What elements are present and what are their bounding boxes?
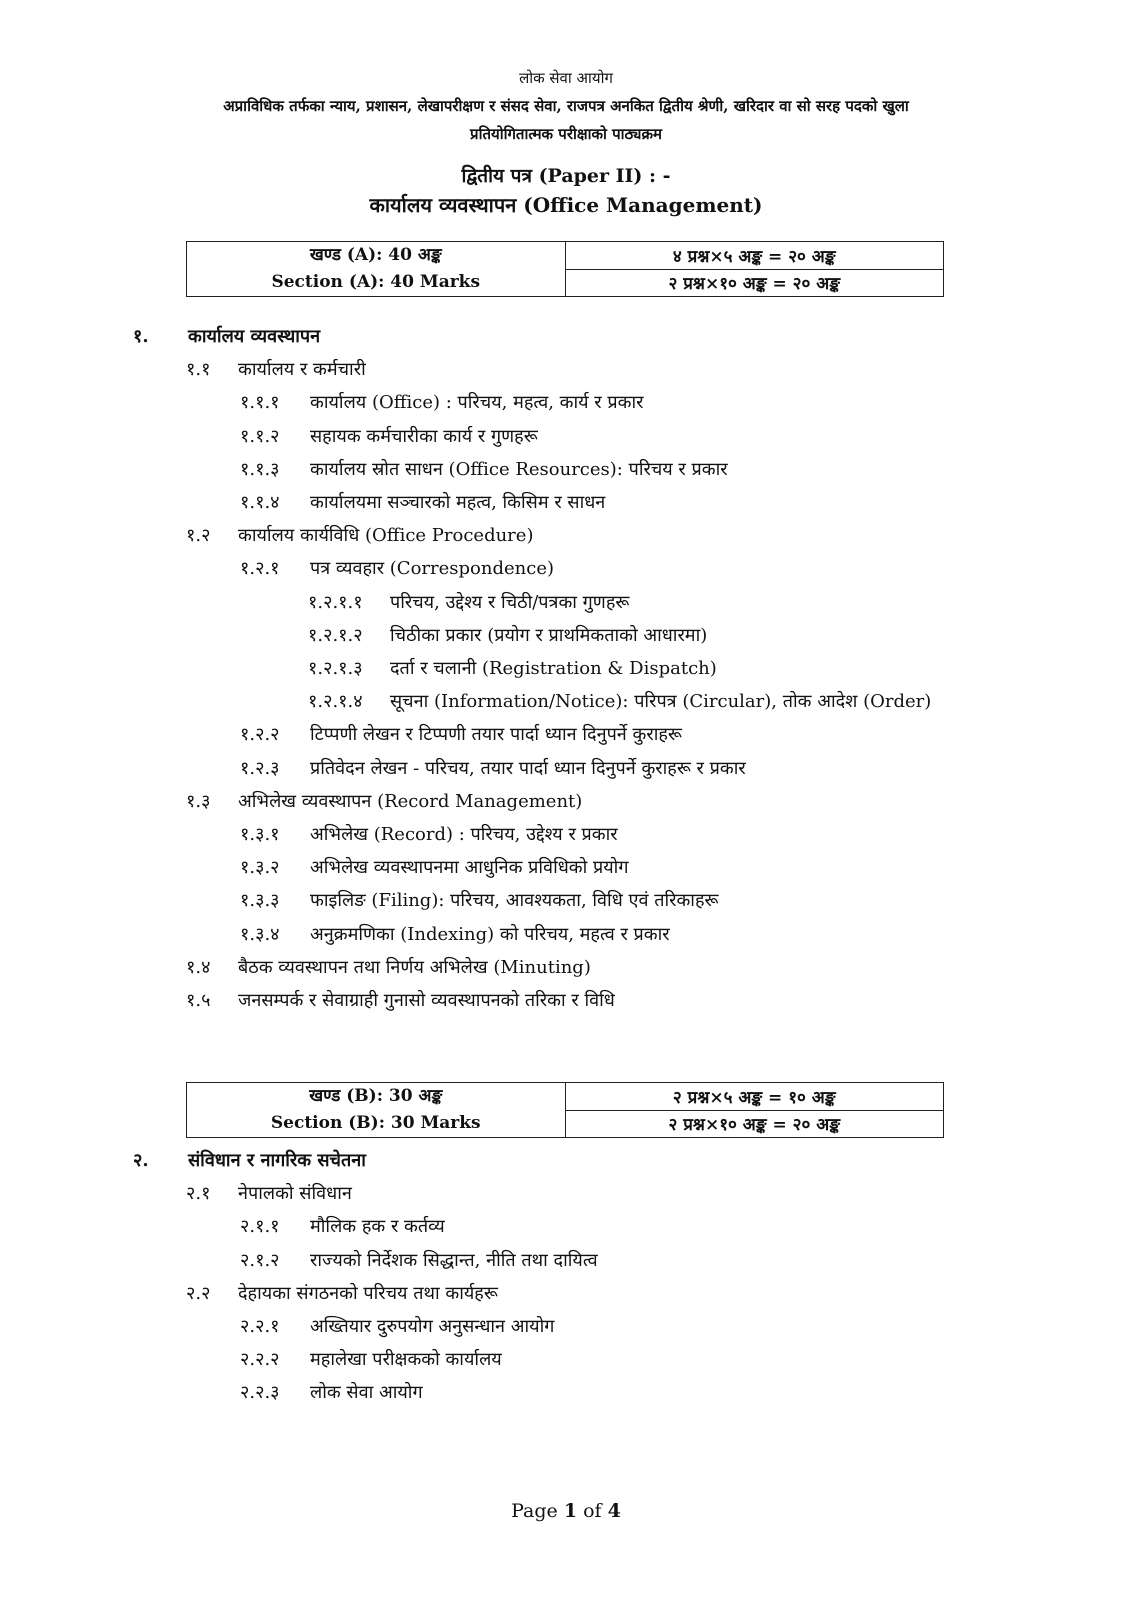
outline-item-text: सूचना (Information/Notice): परिपत्र (Circular), तोक आदेश (Order) — [390, 691, 932, 713]
outline-item-text: चिठीका प्रकार (प्रयोग र प्राथमिकताको आधारमा) — [390, 624, 708, 646]
outline-item-text: कार्यालयमा सञ्चारको महत्व, किसिम र साधन — [310, 492, 606, 513]
outline-item-text: कार्यालय र कर्मचारी — [238, 359, 366, 381]
subject-title: कार्यालय व्यवस्थापन (Office Management) — [369, 193, 763, 217]
outline-item-text: फाइलिङ (Filing): परिचय, आवश्यकता, विधि एवं तरिकाहरू — [310, 890, 719, 912]
page-sep: of — [583, 1500, 602, 1522]
section-a-marks-table — [186, 241, 944, 297]
outline-number: १.२.३ — [240, 757, 280, 779]
outline-item-text: महालेखा परीक्षकको कार्यालय — [310, 1349, 502, 1371]
section-b-title-np: खण्ड (B): 30 अङ्क — [309, 1086, 443, 1106]
outline-number: २.२.३ — [240, 1382, 280, 1404]
outline-item-text: पत्र व्यवहार (Correspondence) — [310, 558, 554, 580]
outline-item-text: अभिलेख (Record) : परिचय, उद्देश्य र प्रकार — [310, 824, 618, 845]
commission-name: लोक सेवा आयोग — [519, 69, 613, 87]
outline-item-text: कार्यालय स्रोत साधन (Office Resources): परिचय र प्रकार — [310, 458, 728, 480]
outline-item-text: संविधान र नागरिक सचेतना — [188, 1150, 366, 1171]
section-a-title-np: खण्ड (A): 40 अङ्क — [309, 245, 442, 265]
outline-item-text: टिप्पणी लेखन र टिप्पणी तयार पार्दा ध्यान दिनुपर्ने कुराहरू — [310, 724, 682, 746]
outline-number: २.१ — [186, 1183, 211, 1205]
outline-number: १.४ — [186, 956, 211, 978]
outline-number: १.१.४ — [240, 492, 280, 513]
outline-item-text: कार्यालय व्यवस्थापन — [188, 326, 321, 347]
page-total: 4 — [607, 1500, 621, 1522]
syllabus-subtitle: अप्राविधिक तर्फका न्याय, प्रशासन, लेखापरीक्षण र संसद सेवा, राजपत्र अनकित द्वितीय श्रेणी, खरिदार वा सो सरह पदको खुला — [223, 97, 909, 115]
outline-item-text: नेपालको संविधान — [238, 1183, 352, 1205]
outline-item-text: प्रतिवेदन लेखन - परिचय, तयार पार्दा ध्यान दिनुपर्ने कुराहरू र प्रकार — [310, 757, 746, 779]
outline-number: १. — [133, 326, 149, 347]
outline-item-text: जनसम्पर्क र सेवाग्राही गुनासो व्यवस्थापनको तरिका र विधि — [238, 990, 615, 1011]
outline-item-text: बैठक व्यवस्थापन तथा निर्णय अभिलेख (Minuting) — [238, 956, 591, 978]
outline-number: १.२.१.३ — [308, 658, 363, 679]
outline-item-text: कार्यालय कार्यविधि (Office Procedure) — [238, 525, 534, 547]
outline-number: २.२.२ — [240, 1349, 280, 1371]
section-a-title-cell — [187, 242, 566, 297]
page-prefix: Page — [511, 1500, 558, 1522]
section-b-title-en: Section (B): 30 Marks — [270, 1113, 481, 1133]
outline-item-text: परिचय, उद्देश्य र चिठी/पत्रका गुणहरू — [390, 591, 630, 613]
section-b-row1: २ प्रश्न×५ अङ्क = १० अङ्क — [565, 1083, 944, 1111]
section-b-row2: २ प्रश्न×१० अङ्क = २० अङ्क — [565, 1110, 944, 1138]
outline-number: १.३.२ — [240, 857, 280, 879]
outline-number: २. — [133, 1150, 149, 1171]
section-a-row1: ४ प्रश्न×५ अङ्क = २० अङ्क — [565, 242, 944, 270]
outline-number: १.२.१.४ — [308, 691, 363, 713]
outline-number: १.३ — [186, 790, 211, 812]
outline-item-text: मौलिक हक र कर्तव्य — [310, 1216, 445, 1238]
outline-number: १.१.३ — [240, 458, 280, 480]
outline-number: २.२.१ — [240, 1316, 280, 1337]
section-a-title-en: Section (A): 40 Marks — [271, 272, 481, 292]
section-a-row2: २ प्रश्न×१० अङ्क = २० अङ्क — [565, 269, 944, 297]
exam-title: प्रतियोगितात्मक परीक्षाको पाठ्यक्रम — [470, 125, 662, 143]
outline-item-text: अनुक्रमणिका (Indexing) को परिचय, महत्व र प्रकार — [310, 923, 670, 945]
outline-number: १.३.३ — [240, 890, 280, 912]
outline-item-text: सहायक कर्मचारीका कार्य र गुणहरू — [310, 425, 538, 447]
outline-number: १.२.१ — [240, 558, 280, 580]
outline-number: १.३.१ — [240, 824, 280, 845]
outline-item-text: अभिलेख व्यवस्थापन (Record Management) — [238, 790, 583, 812]
outline-number: २.१.२ — [240, 1249, 280, 1271]
section-b-marks-table — [186, 1082, 944, 1138]
outline-number: १.२ — [186, 525, 211, 547]
outline-number: २.२ — [186, 1282, 211, 1304]
outline-number: १.५ — [186, 990, 211, 1011]
outline-item-text: कार्यालय (Office) : परिचय, महत्व, कार्य र प्रकार — [310, 392, 644, 414]
outline-number: १.१ — [186, 359, 211, 381]
outline-number: १.२.१.१ — [308, 591, 363, 613]
outline-item-text: राज्यको निर्देशक सिद्धान्त, नीति तथा दायित्व — [310, 1249, 598, 1271]
section-b-title-cell — [187, 1083, 566, 1138]
outline-number: १.१.२ — [240, 425, 280, 447]
outline-number: २.१.१ — [240, 1216, 280, 1238]
outline-number: १.२.१.२ — [308, 624, 363, 646]
outline-item-text: दर्ता र चलानी (Registration & Dispatch) — [390, 658, 717, 679]
outline-item-text: लोक सेवा आयोग — [310, 1382, 423, 1404]
outline-number: १.३.४ — [240, 923, 280, 945]
outline-item-text: अभिलेख व्यवस्थापनमा आधुनिक प्रविधिको प्रयोग — [310, 857, 629, 879]
outline-item-text: अख्तियार दुरुपयोग अनुसन्धान आयोग — [310, 1316, 555, 1337]
page-footer — [0, 1500, 1132, 1522]
outline-item-text: देहायका संगठनको परिचय तथा कार्यहरू — [238, 1282, 498, 1304]
page-current: 1 — [563, 1500, 578, 1522]
outline-number: १.२.२ — [240, 724, 280, 746]
paper-title: द्वितीय पत्र (Paper II) : - — [461, 165, 671, 187]
outline-number: १.१.१ — [240, 392, 280, 414]
